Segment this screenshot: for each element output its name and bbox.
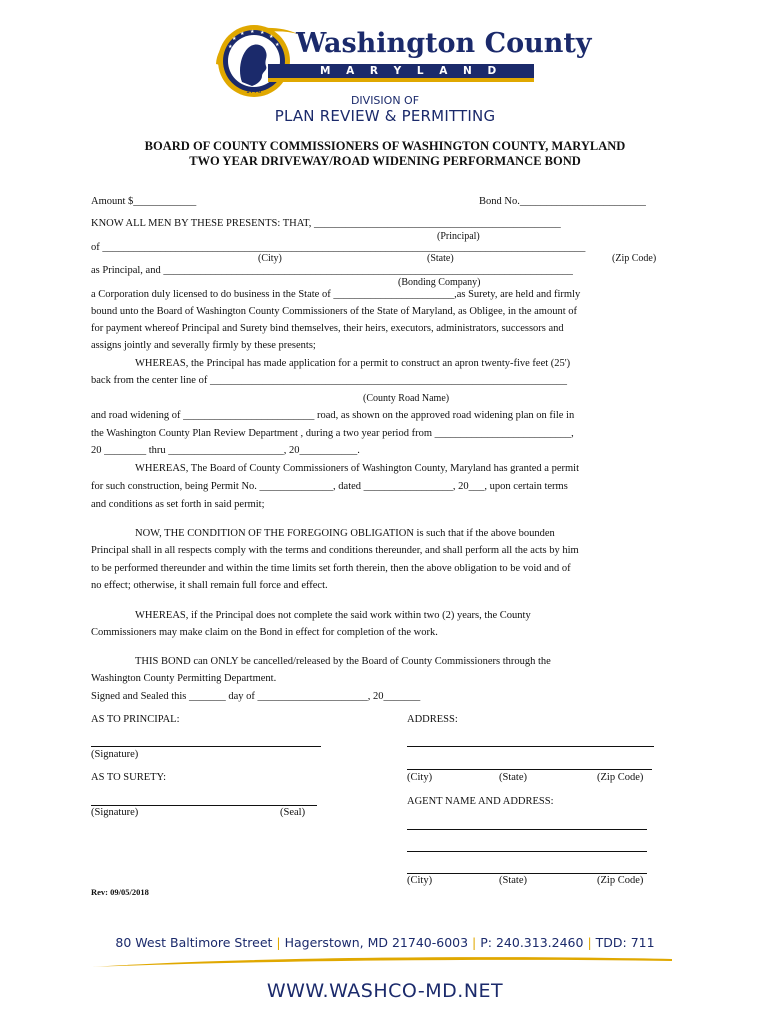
payment-line: for payment whereof Principal and Surety bind themselves, their heirs, executors, administrators, successors and bbox=[91, 323, 564, 334]
footer-city: Hagerstown, MD 21740-6003 bbox=[284, 935, 469, 950]
svg-text:★: ★ bbox=[240, 31, 245, 37]
principal-zip-caption: (Zip Code) bbox=[597, 772, 644, 783]
department-title: PLAN REVIEW & PERMITTING bbox=[274, 107, 496, 125]
footer-address bbox=[0, 935, 770, 950]
surety-signature-line bbox=[91, 805, 317, 806]
agent-address-line-2 bbox=[407, 851, 647, 852]
back-from-line: back from the center line of ____________________________________________________________________ bbox=[91, 375, 567, 386]
footer-swoosh bbox=[92, 955, 672, 969]
bound-line: bound unto the Board of Washington County Commissioners of the State of Maryland, as Obligee, in the amount of bbox=[91, 306, 577, 317]
division-label: DIVISION OF bbox=[350, 94, 420, 107]
county-logo bbox=[208, 20, 592, 102]
surety-signature-caption: (Signature) bbox=[91, 807, 139, 818]
doc-title-line2: TWO YEAR DRIVEWAY/ROAD WIDENING PERFORMANCE BOND bbox=[189, 154, 581, 168]
svg-text:★: ★ bbox=[260, 30, 265, 36]
agent-state-caption: (State) bbox=[499, 875, 527, 886]
state-caption: (State) bbox=[427, 253, 454, 264]
footer-phone: P: 240.313.2460 bbox=[480, 935, 584, 950]
agent-address-line-3 bbox=[407, 873, 647, 874]
svg-text:★: ★ bbox=[250, 29, 255, 35]
commissioners-claim-line: Commissioners may make claim on the Bond in effect for completion of the work. bbox=[91, 627, 438, 638]
road-widening-line: and road widening of _________________________ road, as shown on the approved road widening plan on file in bbox=[91, 410, 575, 421]
logo-name: Washington County bbox=[296, 28, 592, 59]
footer-separator: | bbox=[587, 935, 592, 950]
zip-caption: (Zip Code) bbox=[612, 253, 657, 264]
footer-tdd: TDD: 711 bbox=[595, 935, 655, 950]
principal-caption: (Principal) bbox=[437, 231, 480, 242]
county-road-caption: (County Road Name) bbox=[363, 393, 450, 404]
seal-caption: (Seal) bbox=[280, 807, 306, 818]
agent-city-caption: (City) bbox=[407, 875, 433, 886]
svg-text:★: ★ bbox=[228, 44, 233, 50]
principal-city-caption: (City) bbox=[407, 772, 433, 783]
assigns-line: assigns jointly and severally firmly by these presents; bbox=[91, 340, 316, 351]
now-condition-line: NOW, THE CONDITION OF THE FOREGOING OBLIGATION is such that if the above bounden bbox=[135, 528, 555, 539]
signed-sealed-line: Signed and Sealed this _______ day of _____________________, 20_______ bbox=[91, 691, 421, 702]
revision-date: Rev: 09/05/2018 bbox=[91, 887, 149, 897]
corporation-line: a Corporation duly licensed to do business in the State of _______________________,as Surety, are held and firmly bbox=[91, 289, 581, 300]
principal-address-line bbox=[407, 746, 654, 747]
logo-year: 1776 bbox=[246, 88, 262, 95]
this-bond-line: THIS BOND can ONLY be cancelled/released by the Board of County Commissioners through the bbox=[135, 656, 551, 667]
of-line: of ____________________________________________________________________________________________ bbox=[91, 242, 586, 253]
amount-field: Amount $____________ bbox=[91, 196, 197, 207]
know-all-line: KNOW ALL MEN BY THESE PRESENTS: THAT, _______________________________________________ bbox=[91, 218, 561, 229]
address-label: ADDRESS: bbox=[407, 714, 458, 725]
no-effect-line: no effect; otherwise, it shall remain full force and effect. bbox=[91, 580, 328, 591]
permitting-dept-line: Washington County Permitting Department. bbox=[91, 673, 277, 684]
whereas-granted-line: WHEREAS, The Board of County Commissioners of Washington County, Maryland has granted a permit bbox=[135, 463, 579, 474]
principal-signature-caption: (Signature) bbox=[91, 749, 139, 760]
footer-separator: | bbox=[276, 935, 281, 950]
footer-separator: | bbox=[472, 935, 477, 950]
agent-zip-caption: (Zip Code) bbox=[597, 875, 644, 886]
whereas-permit-line: WHEREAS, the Principal has made application for a permit to construct an apron twenty-five feet (25') bbox=[135, 358, 571, 369]
principal-signature-line bbox=[91, 746, 321, 747]
svg-text:★: ★ bbox=[232, 36, 237, 42]
whereas-two-years-line: WHEREAS, if the Principal does not complete the said work within two (2) years, the County bbox=[135, 610, 531, 621]
as-to-surety-label: AS TO SURETY: bbox=[91, 772, 167, 783]
footer-street: 80 West Baltimore Street bbox=[115, 935, 273, 950]
permit-no-line: for such construction, being Permit No. ______________, dated _________________, 20___, upon certain terms bbox=[91, 481, 568, 492]
principal-comply-line: Principal shall in all respects comply with the terms and conditions thereunder, and shall perform all the acts by him bbox=[91, 545, 579, 556]
principal-state-caption: (State) bbox=[499, 772, 527, 783]
performed-line: to be performed thereunder and within the time limits set forth therein, then the above obligation to be void and of bbox=[91, 563, 571, 574]
plan-review-period-line: the Washington County Plan Review Department , during a two year period from __________________________, bbox=[91, 428, 574, 439]
as-to-principal-label: AS TO PRINCIPAL: bbox=[91, 714, 180, 725]
principal-address-line-2 bbox=[407, 769, 652, 770]
website-link[interactable]: WWW.WASHCO-MD.NET bbox=[266, 980, 504, 1002]
logo-state: M A R Y L A N D bbox=[320, 65, 503, 77]
doc-title-line1: BOARD OF COUNTY COMMISSIONERS OF WASHINGTON COUNTY, MARYLAND bbox=[144, 139, 626, 153]
agent-name-address-label: AGENT NAME AND ADDRESS: bbox=[407, 796, 554, 807]
conditions-line: and conditions as set forth in said permit; bbox=[91, 499, 265, 510]
svg-text:★: ★ bbox=[275, 42, 280, 48]
period-dates-line: 20 ________ thru ______________________, 20___________. bbox=[91, 445, 360, 456]
agent-address-line-1 bbox=[407, 829, 647, 830]
bonding-company-caption: (Bonding Company) bbox=[398, 277, 481, 288]
city-caption: (City) bbox=[258, 253, 282, 264]
bond-no-field: Bond No.________________________ bbox=[479, 196, 646, 207]
as-principal-line: as Principal, and ______________________________________________________________________________ bbox=[91, 265, 573, 276]
svg-text:★: ★ bbox=[269, 34, 274, 40]
